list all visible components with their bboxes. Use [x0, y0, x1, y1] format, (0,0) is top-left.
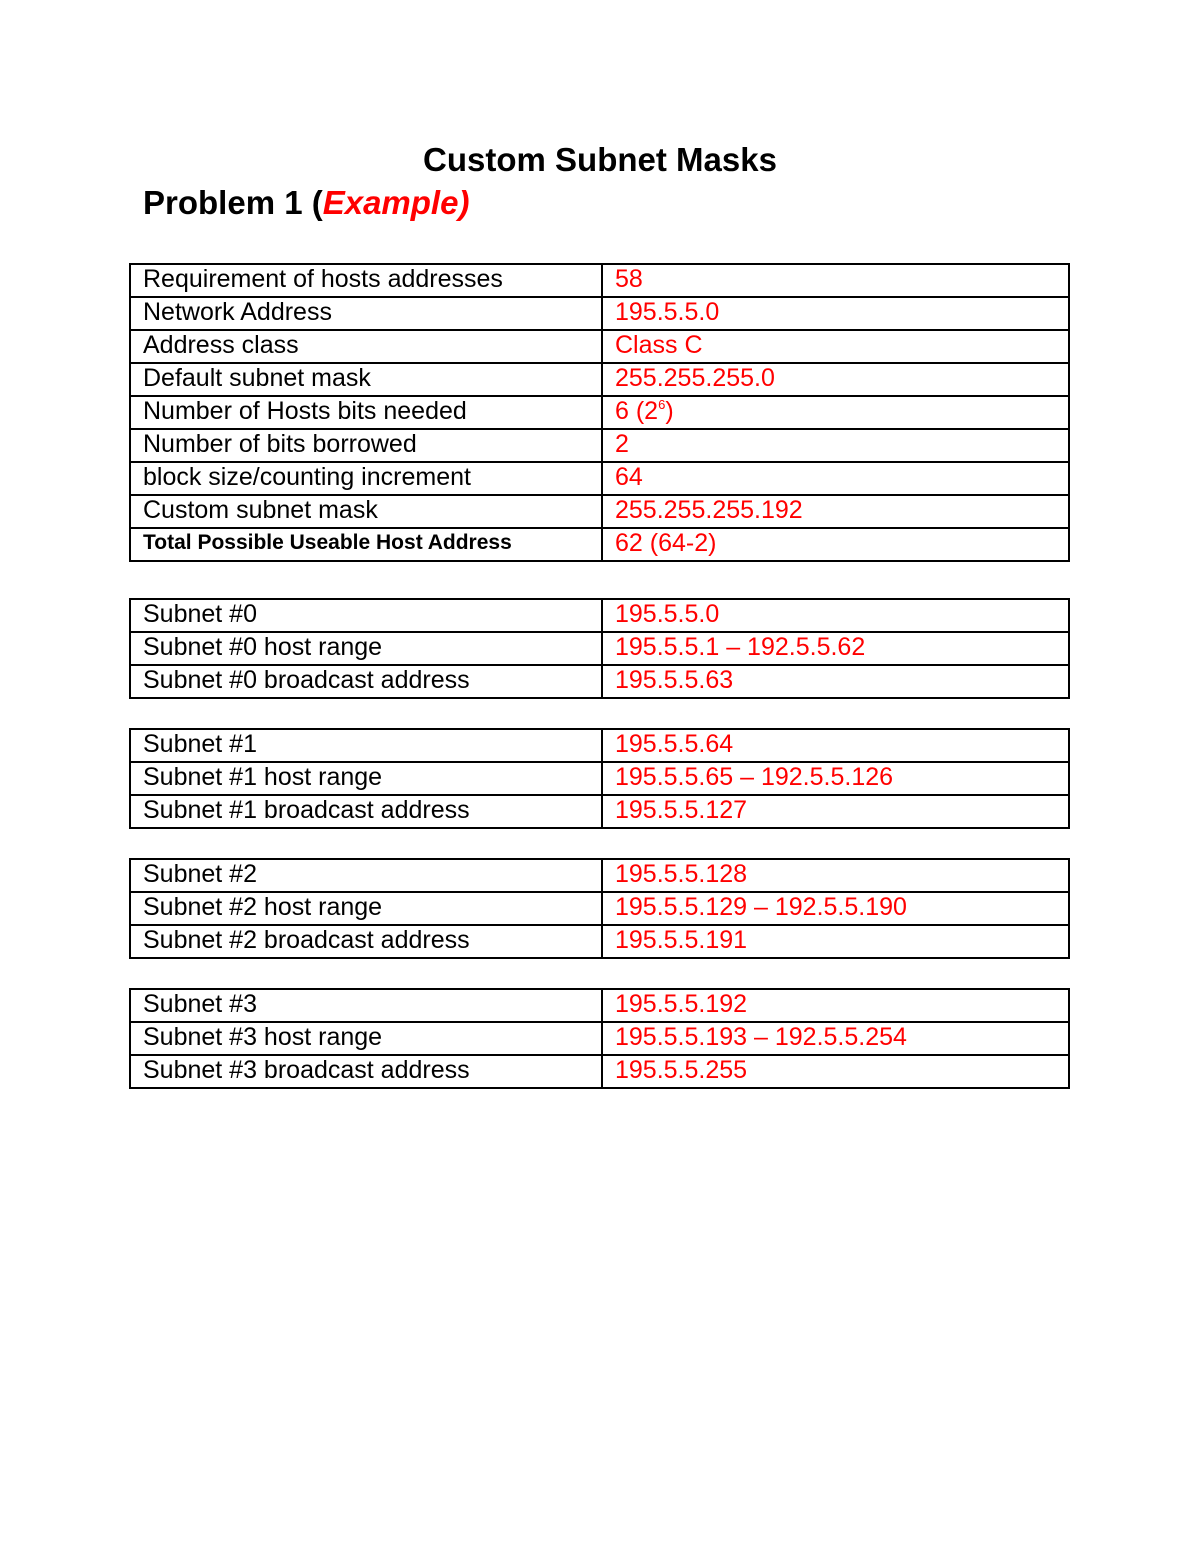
table-row: [130, 363, 1069, 396]
table-row: [130, 859, 1069, 892]
table-row: [130, 599, 1069, 632]
table-row: [130, 330, 1069, 363]
row-value: 195.5.5.129 – 192.5.5.190: [602, 892, 1069, 925]
table-row: [130, 264, 1069, 297]
row-value: 58: [602, 264, 1069, 297]
table-row: [130, 528, 1069, 561]
table-row: [130, 892, 1069, 925]
table-row: [130, 632, 1069, 665]
row-label: Subnet #0 broadcast address: [130, 665, 602, 698]
row-label: Number of bits borrowed: [130, 429, 602, 462]
subnet-3-table: [129, 988, 1070, 1089]
row-label: Subnet #1: [130, 729, 602, 762]
table-row: [130, 762, 1069, 795]
row-value: 195.5.5.191: [602, 925, 1069, 958]
row-value: 195.5.5.0: [602, 599, 1069, 632]
value-main: 6 (2: [615, 397, 659, 425]
table-row: [130, 1055, 1069, 1088]
row-value: 255.255.255.0: [602, 363, 1069, 396]
value-end: ): [665, 397, 674, 425]
row-label: Custom subnet mask: [130, 495, 602, 528]
row-label: Requirement of hosts addresses: [130, 264, 602, 297]
info-table: [129, 263, 1070, 562]
row-label: Subnet #0 host range: [130, 632, 602, 665]
row-label: Subnet #2 broadcast address: [130, 925, 602, 958]
row-value: 195.5.5.64: [602, 729, 1069, 762]
table-row: [130, 665, 1069, 698]
row-label: Subnet #3 host range: [130, 1022, 602, 1055]
row-label: Subnet #2 host range: [130, 892, 602, 925]
row-value: 195.5.5.1 – 192.5.5.62: [602, 632, 1069, 665]
row-value: 255.255.255.192: [602, 495, 1069, 528]
row-value: 195.5.5.192: [602, 989, 1069, 1022]
row-label: Subnet #3 broadcast address: [130, 1055, 602, 1088]
row-label: Subnet #1 host range: [130, 762, 602, 795]
row-label: Subnet #1 broadcast address: [130, 795, 602, 828]
row-value: 62 (64-2): [602, 528, 1069, 561]
table-row: [130, 989, 1069, 1022]
table-row: [130, 495, 1069, 528]
example-label: Example: [322, 184, 459, 221]
row-label: Total Possible Useable Host Address: [130, 528, 602, 561]
row-label: Subnet #0: [130, 599, 602, 632]
row-value: Class C: [602, 330, 1069, 363]
page-title: Custom Subnet Masks: [423, 141, 777, 178]
row-value: 195.5.5.63: [602, 665, 1069, 698]
row-label: Address class: [130, 330, 602, 363]
row-label: Default subnet mask: [130, 363, 602, 396]
row-value: [602, 396, 1069, 429]
subnet-1-table: [129, 728, 1070, 829]
table-row: [130, 429, 1069, 462]
table-row: [130, 297, 1069, 330]
table-row: [130, 1022, 1069, 1055]
row-value: 64: [602, 462, 1069, 495]
row-value: 195.5.5.193 – 192.5.5.254: [602, 1022, 1069, 1055]
table-row: [130, 462, 1069, 495]
row-value: 2: [602, 429, 1069, 462]
problem-heading: [143, 182, 469, 224]
table-row: [130, 396, 1069, 429]
row-label: Subnet #2: [130, 859, 602, 892]
subnet-0-table: [129, 598, 1070, 699]
table-row: [130, 729, 1069, 762]
value-exponent: 6: [658, 397, 666, 412]
row-value: 195.5.5.65 – 192.5.5.126: [602, 762, 1069, 795]
row-value: 195.5.5.128: [602, 859, 1069, 892]
row-label: Subnet #3: [130, 989, 602, 1022]
problem-suffix: ): [458, 184, 470, 221]
row-label: Number of Hosts bits needed: [130, 396, 602, 429]
subnet-2-table: [129, 858, 1070, 959]
row-label: Network Address: [130, 297, 602, 330]
row-value: 195.5.5.255: [602, 1055, 1069, 1088]
table-row: [130, 925, 1069, 958]
row-value: 195.5.5.127: [602, 795, 1069, 828]
table-row: [130, 795, 1069, 828]
problem-prefix: Problem 1 (: [143, 184, 323, 221]
row-value: 195.5.5.0: [602, 297, 1069, 330]
row-label: block size/counting increment: [130, 462, 602, 495]
